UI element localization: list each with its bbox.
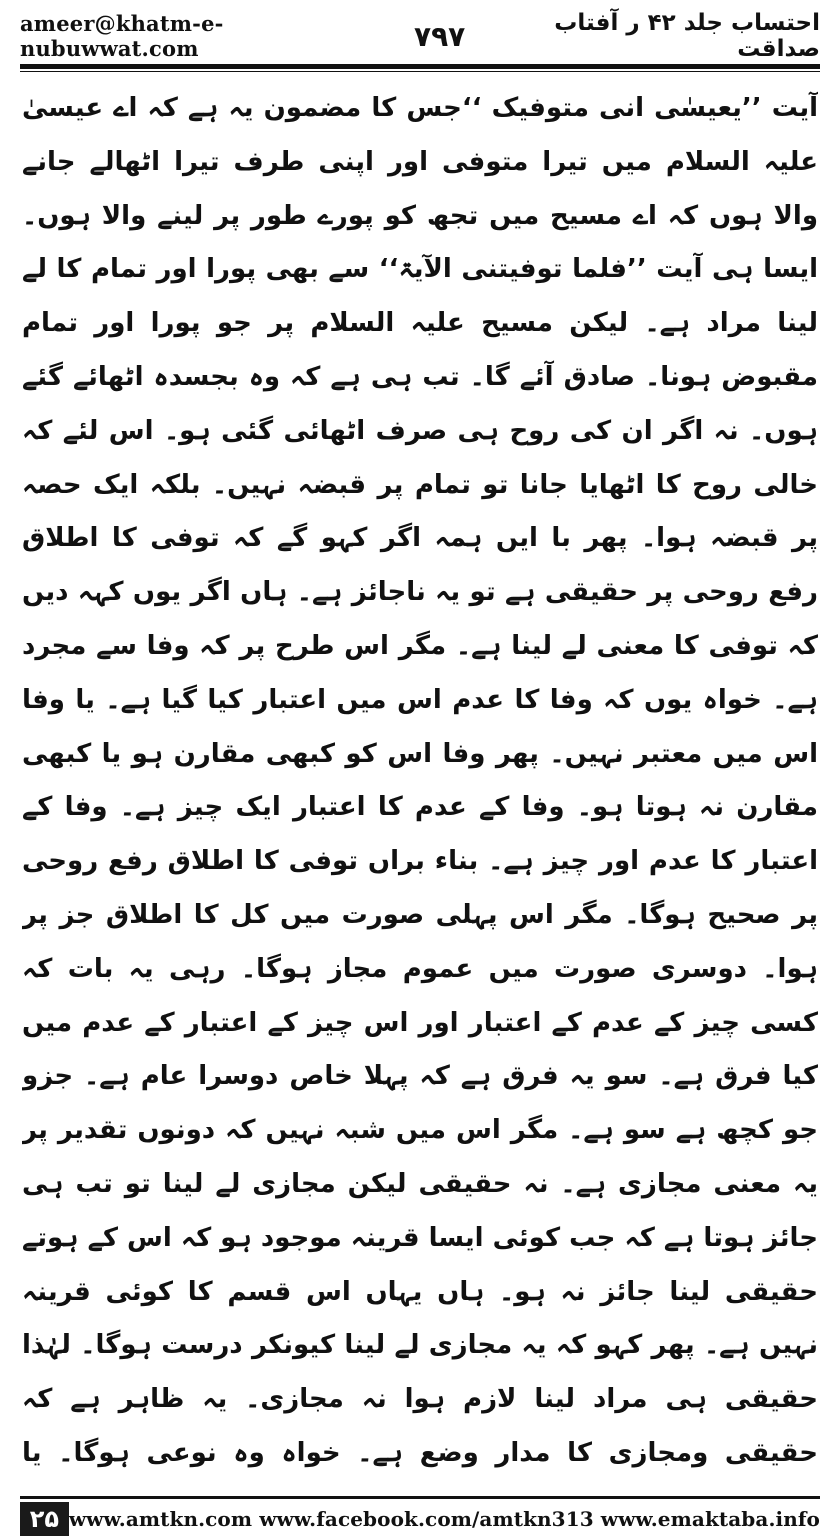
header-book-title: احتساب جلد ۴۲ ر آفتاب صداقت <box>554 10 820 62</box>
header-email[interactable]: ameer@khatm-e-nubuwwat.com <box>20 11 224 61</box>
footer-folio: ۲۵ <box>20 1502 69 1536</box>
footer-websites[interactable]: www.amtkn.com www.facebook.com/amtkn313 www.emaktaba.info <box>68 1507 820 1531</box>
page-header <box>20 8 820 64</box>
header-rule-thin <box>20 71 820 72</box>
footer-rule <box>20 1496 820 1499</box>
paragraph-1: آیت ’’یعیسٰی انی متوفیک ‘‘جس کا مضمون یہ ہے کہ اے عیسیٰ علیہ السلام میں تیرا متوفی اور اپنی طرف تیرا اٹھالے جانے والا ہوں کہ اے مسیح میں تجھ کو پورے طور پر لینے والا ہوں۔ ایسا ہی آیت ’’فلما توفیتنی الآیۃ‘‘ سے بھی پورا اور تمام کا لے لینا مراد ہے۔ لیکن مسیح علیہ السلام پر جو پورا اور تمام مقبوض ہونا۔ صادق آئے گا۔ تب ہی ہے کہ وہ بجسدہ اٹھائے گئے ہوں۔ نہ اگر ان کی روح ہی صرف اٹھائی گئی ہو۔ اس لئے کہ خالی روح کا اٹھایا جانا تو تمام پر قبضہ نہیں۔ بلکہ ایک حصہ پر قبضہ ہوا۔ پھر با ایں ہمہ اگر کہو گے کہ توفی کا اطلاق رفع روحی پر حقیقی ہے تو یہ ناجائز ہے۔ ہاں اگر یوں کہہ دیں کہ توفی کا معنی لے لینا ہے۔ مگر اس طرح پر کہ وفا سے مجرد ہے۔ خواہ یوں کہ وفا کا عدم اس میں اعتبار کیا گیا ہے۔ یا وفا اس میں معتبر نہیں۔ پھر وفا اس کو کبھی مقارن ہو یا کبھی مقارن نہ ہوتا ہو۔ وفا کے عدم کا اعتبار ایک چیز ہے۔ وفا کے اعتبار کا عدم اور چیز ہے۔ بناء براں توفی کا اطلاق رفع روحی پر صحیح ہوگا۔ مگر اس پہلی صورت میں کل کا اطلاق جز پر ہوا۔ دوسری صورت میں عموم مجاز ہوگا۔ رہی یہ بات کہ کسی چیز کے عدم کے اعتبار اور اس چیز کے اعتبار کے عدم میں کیا فرق ہے۔ سو یہ فرق ہے کہ پہلا خاص دوسرا عام ہے۔ جزو جو کچھ ہے سو ہے۔ مگر اس میں شبہ نہیں کہ دونوں تقدیر پر یہ معنی مجازی ہے۔ نہ حقیقی لیکن مجازی لے لینا تو تب ہی جائز ہوتا ہے کہ جب کوئی ایسا قرینہ موجود ہو کہ اس کے ہوتے حقیقی لینا جائز نہ ہو۔ ہاں یہاں اس قسم کا کوئی قرینہ نہیں ہے۔ پھر کہو کہ یہ مجازی لے لینا کیونکر درست ہوگا۔ لہٰذا حقیقی ہی مراد لینا لازم ہوا نہ مجازی۔ یہ ظاہر ہے کہ حقیقی ومجازی کا مدار وضع ہے۔ خواہ وہ نوعی ہوگا۔ یا <box>22 93 818 1468</box>
header-page-number: ۷۹۷ <box>413 19 466 53</box>
page-footer <box>20 1502 820 1536</box>
header-rule-thick <box>20 64 820 69</box>
header-left-group <box>20 11 465 61</box>
body-text <box>22 82 818 1480</box>
